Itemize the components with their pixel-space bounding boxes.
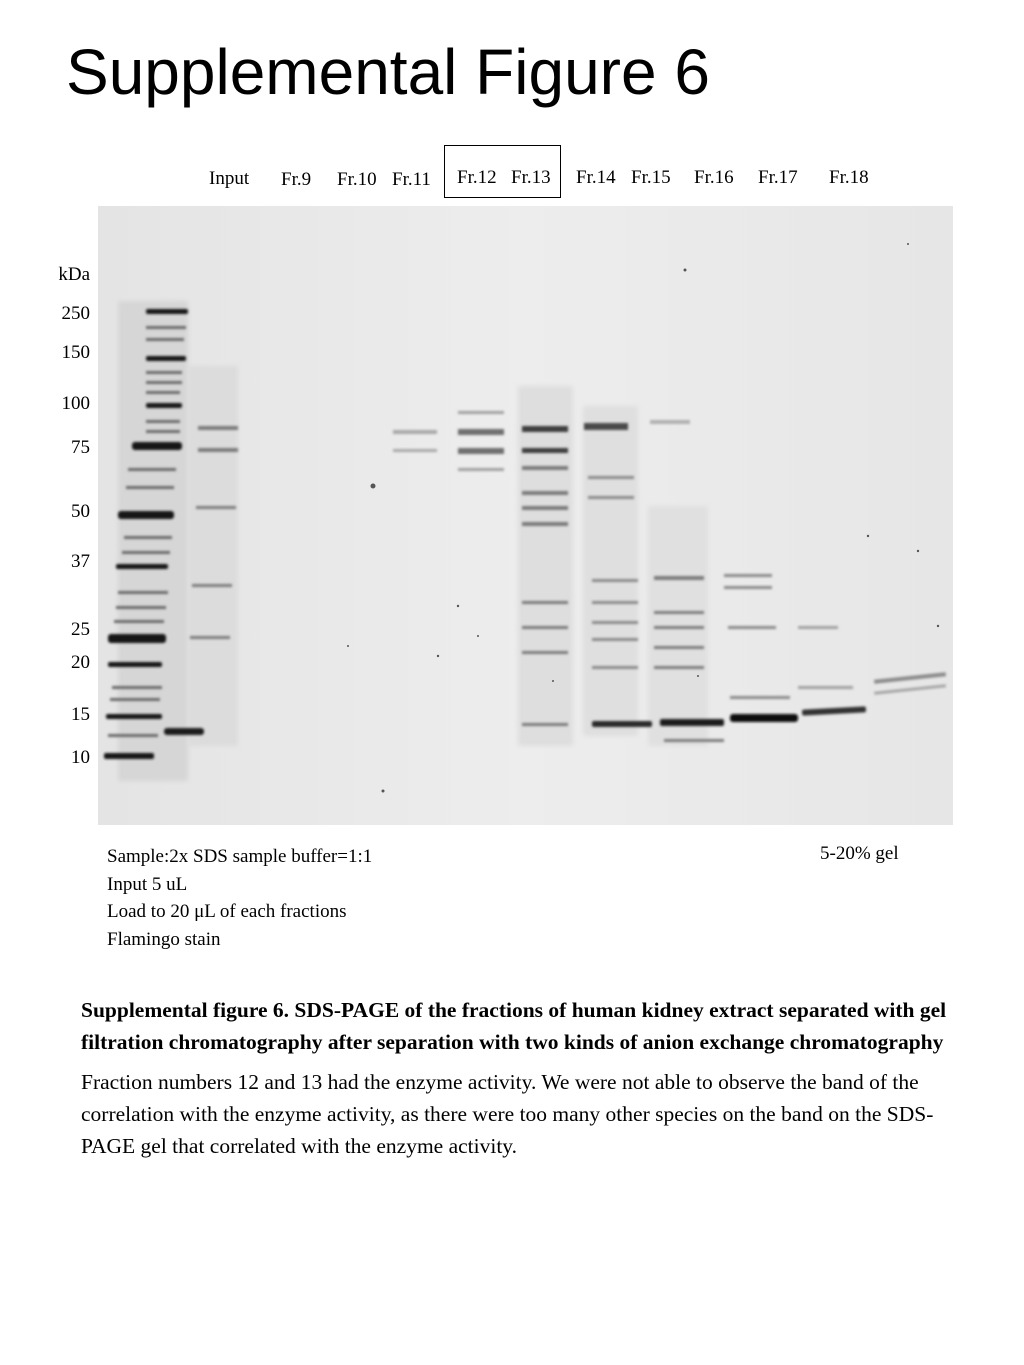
mw-label-10: 10 xyxy=(71,747,90,768)
note-sample-ratio: Sample:2x SDS sample buffer=1:1 xyxy=(107,846,373,867)
figure-caption xyxy=(81,994,971,1162)
mw-label-25: 25 xyxy=(71,619,90,640)
mw-label-15: 15 xyxy=(71,704,90,725)
lane-label-fr14: Fr.14 xyxy=(576,167,616,188)
lane-label-fr9: Fr.9 xyxy=(281,169,312,190)
lane-label-fr15: Fr.15 xyxy=(631,167,671,188)
mw-label-37: 37 xyxy=(71,551,90,572)
lane-label-fr10: Fr.10 xyxy=(337,169,377,190)
mw-label-150: 150 xyxy=(61,342,90,363)
lane-label-fr17: Fr.17 xyxy=(758,167,798,188)
caption-title: Supplemental figure 6. SDS-PAGE of the fractions of human kidney extract separated with gel filtration chromatography after separation with two kinds of anion exchange chromatography xyxy=(81,998,947,1054)
lane-label-fr12: Fr.12 xyxy=(457,167,497,188)
figure-title: Supplemental Figure 6 xyxy=(66,36,710,108)
lane-label-fr13: Fr.13 xyxy=(511,167,551,188)
method-notes xyxy=(107,843,372,953)
mw-label-50: 50 xyxy=(71,501,90,522)
mw-label-250: 250 xyxy=(61,303,90,324)
mw-label-75: 75 xyxy=(71,437,90,458)
lane-label-input: Input xyxy=(209,168,250,189)
caption-body: Fraction numbers 12 and 13 had the enzyme activity. We were not able to observe the band of the correlation with the enzyme activity, as there were too many other species on the band on the SDS-PAGE gel that correlated with the enzyme activity. xyxy=(81,1070,934,1158)
gel-type-label: 5-20% gel xyxy=(820,843,899,864)
note-input-volume: Input 5 uL xyxy=(107,873,188,895)
note-stain: Flamingo stain xyxy=(107,928,221,950)
note-load-volume: Load to 20 μL of each fractions xyxy=(107,901,347,922)
mw-label-100: 100 xyxy=(61,393,90,414)
gel-image xyxy=(98,206,953,825)
mw-label-20: 20 xyxy=(71,652,90,673)
active-fractions-box xyxy=(444,145,561,198)
lane-label-fr11: Fr.11 xyxy=(392,169,431,190)
lane-label-fr16: Fr.16 xyxy=(694,167,734,188)
mw-unit-label: kDa xyxy=(58,264,90,285)
lane-label-fr18: Fr.18 xyxy=(829,167,869,188)
